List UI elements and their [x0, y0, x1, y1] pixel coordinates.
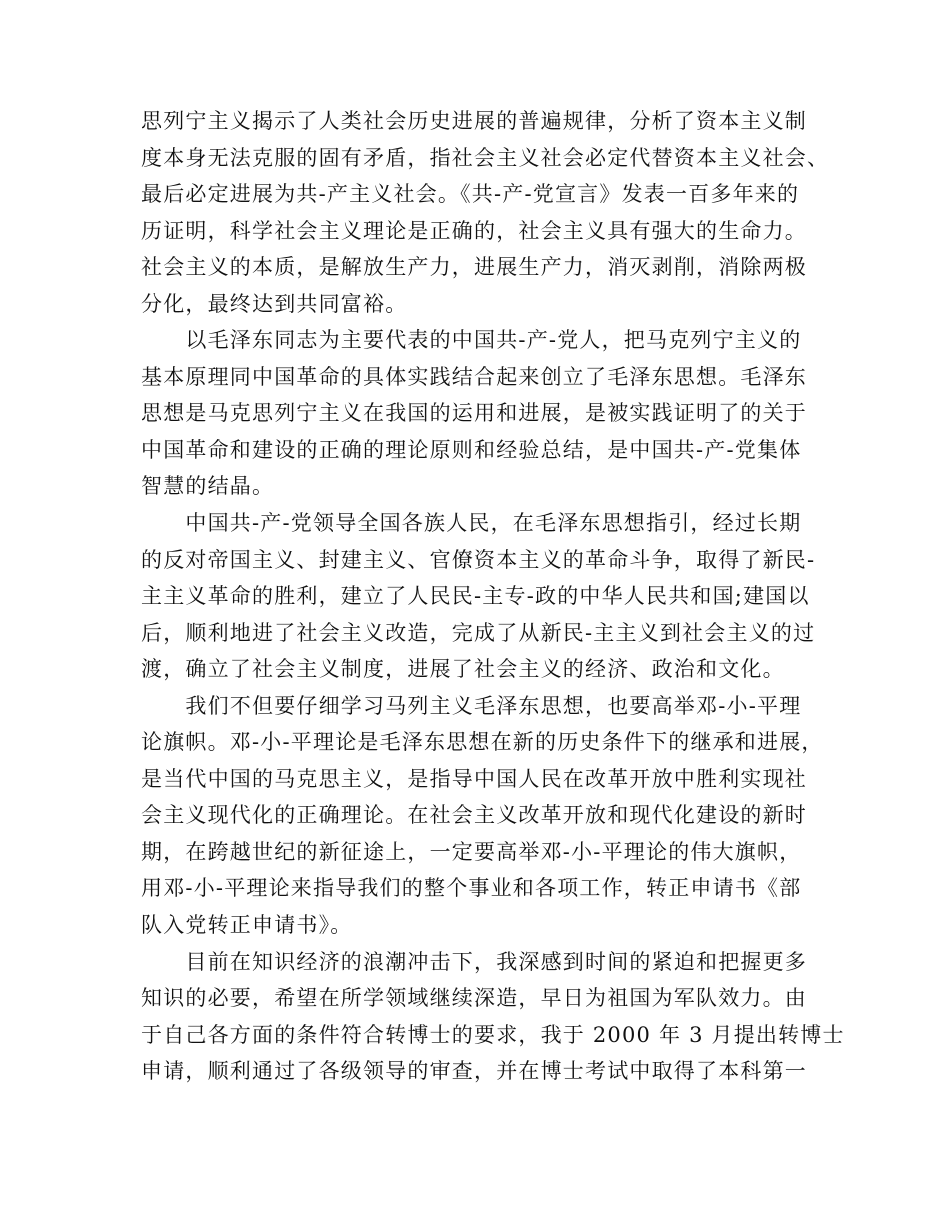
- text-line: 度本身无法克服的固有矛盾，指社会主义社会必定代替资本主义社会、: [141, 145, 830, 170]
- text-line: 思想是马克思列宁主义在我国的运用和进展，是被实践证明了的关于: [141, 401, 807, 426]
- text-line: 最后必定进展为共-产主义社会。《共-产-党宣言》发表一百多年来的: [141, 182, 800, 207]
- text-line: 以毛泽东同志为主要代表的中国共-产-党人，把马克列宁主义的: [141, 328, 802, 353]
- text-line: 于自己各方面的条件符合转博士的要求，我于 2000 年 3 月提出转博士: [141, 1022, 845, 1047]
- text-line: 我们不但要仔细学习马列主义毛泽东思想，也要高举邓-小-平理: [141, 693, 802, 718]
- text-line: 知识的必要，希望在所学领域继续深造，早日为祖国为军队效力。由: [141, 986, 807, 1011]
- text-line: 主主义革命的胜利，建立了人民民-主专-政的中华人民共和国;建国以: [141, 584, 810, 609]
- text-line: 社会主义的本质，是解放生产力，进展生产力，消灭剥削，消除两极: [141, 255, 807, 280]
- text-line: 期，在跨越世纪的新征途上，一定要高举邓-小-平理论的伟大旗帜，: [141, 839, 802, 864]
- text-line: 渡，确立了社会主义制度，进展了社会主义的经济、政治和文化。: [141, 657, 785, 682]
- text-line: 中国革命和建设的正确的理论原则和经验总结，是中国共-产-党集体: [141, 437, 802, 462]
- text-line: 申请，顺利通过了各级领导的审查，并在博士考试中取得了本科第一: [141, 1059, 807, 1084]
- text-line: 思列宁主义揭示了人类社会历史进展的普遍规律，分析了资本主义制: [141, 109, 807, 133]
- text-line: 历证明，科学社会主义理论是正确的，社会主义具有强大的生命力。: [141, 218, 807, 243]
- text-line: 后，顺利地进了社会主义改造，完成了从新民-主主义到社会主义的过: [141, 620, 816, 645]
- text-line: 分化，最终达到共同富裕。: [141, 291, 408, 316]
- text-line: 的反对帝国主义、封建主义、官僚资本主义的革命斗争，取得了新民-: [141, 547, 816, 572]
- text-line: 基本原理同中国革命的具体实践结合起来创立了毛泽东思想。毛泽东: [141, 364, 807, 389]
- text-line: 用邓-小-平理论来指导我们的整个事业和各项工作，转正申请书《部: [141, 876, 802, 901]
- text-line: 目前在知识经济的浪潮冲击下，我深感到时间的紧迫和把握更多: [141, 949, 807, 974]
- body-text: [141, 103, 845, 1090]
- text-line: 论旗帜。邓-小-平理论是毛泽东思想在新的历史条件下的继承和进展，: [141, 730, 824, 755]
- text-line: 会主义现代化的正确理论。在社会主义改革开放和现代化建设的新时: [141, 803, 807, 828]
- text-line: 中国共-产-党领导全国各族人民，在毛泽东思想指引，经过长期: [141, 511, 802, 536]
- text-line: 是当代中国的马克思主义，是指导中国人民在改革开放中胜利实现社: [141, 766, 807, 791]
- text-line: 队入党转正申请书》。: [141, 913, 353, 938]
- text-line: 智慧的结晶。: [141, 474, 275, 499]
